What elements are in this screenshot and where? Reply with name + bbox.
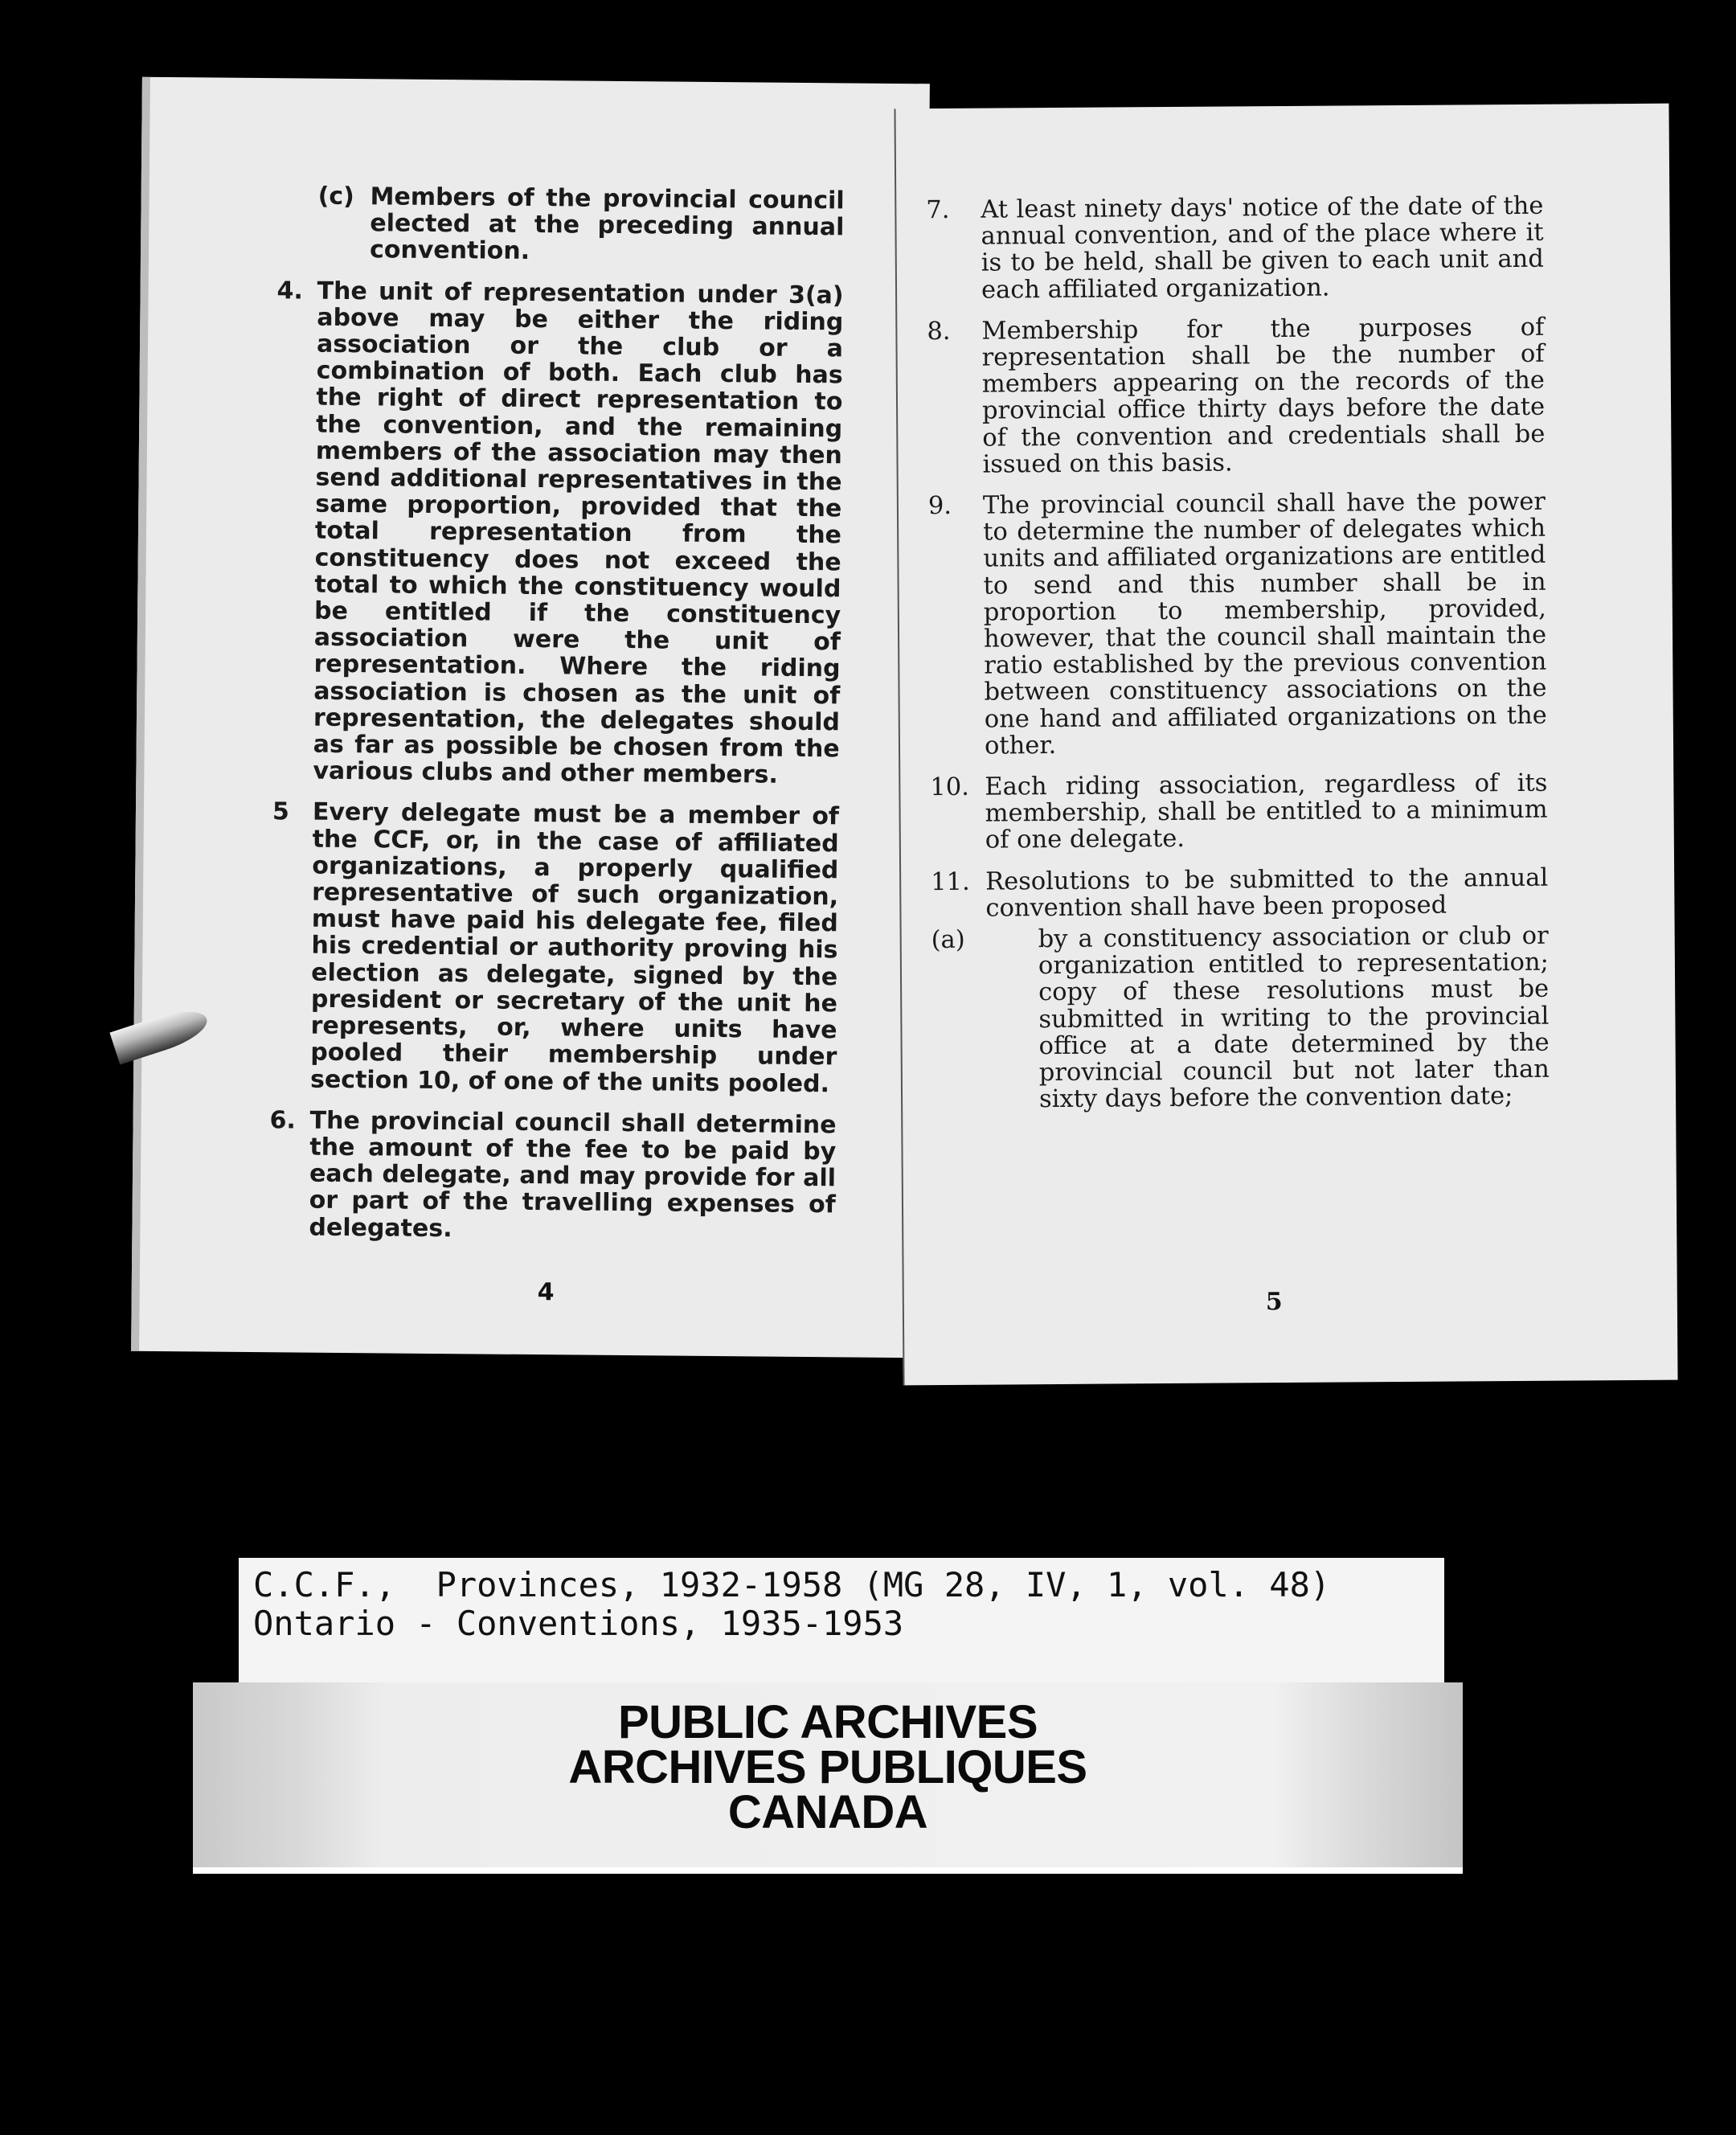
clause-4: [276, 276, 844, 789]
clause-number: 10.: [930, 772, 970, 802]
right-booklet-page: [894, 104, 1677, 1386]
clause-11: [931, 863, 1549, 923]
page-number: 4: [537, 1278, 555, 1307]
clause-11a: [931, 921, 1550, 1114]
stamp-line-3: CANADA: [727, 1786, 928, 1838]
page-number: 5: [1265, 1288, 1283, 1317]
clause-number: 9.: [927, 491, 952, 521]
clause-text: Members of the provincial council elected at the preceding annual convention.: [369, 182, 845, 266]
clause-text: Each riding association, regardless of its membership, shall be entitled to a minimum of one delegate.: [985, 768, 1548, 855]
clause-c: [317, 183, 845, 268]
clause-number: (a): [931, 925, 965, 955]
clause-text: At least ninety days' notice of the date of the annual convention, and of the place where it is to be held, shall be given to each unit and each affiliated organization.: [981, 191, 1544, 305]
clause-7: [926, 191, 1544, 305]
caption-line-2: Ontario - Conventions, 1935-1953: [253, 1604, 904, 1643]
left-booklet-page: [131, 77, 930, 1358]
archive-caption-label: [239, 1558, 1444, 1686]
stamp-line-2: ARCHIVES PUBLIQUES: [568, 1741, 1087, 1793]
clause-text: Membership for the purposes of representation shall be the number of members appearing on the records of the provincial office thirty days before the date of the convention and credentials shall be issued on this basis.: [981, 313, 1546, 479]
clause-text: The provincial council shall have the power to determine the number of delegates which units and affiliated organizations are entitled to send and this number shall be in proportion to membership, provided, however, that the council shall maintain the ratio established by the previous convention between constituency associations on the one hand and affiliated organizations on the other.: [982, 487, 1547, 760]
clause-number: 4.: [276, 276, 304, 305]
clause-6: [269, 1105, 837, 1245]
public-archives-stamp: [193, 1682, 1463, 1874]
clause-number: (c): [317, 182, 355, 211]
clause-text: by a constituency association or club or organization entitled to representation; copy of these resolutions must be submitted in writing to the provincial office at a date determined by the provincial council but not later than sixty days before the convention date;: [1038, 921, 1550, 1114]
clause-text: The provincial council shall determine the amount of the fee to be paid by each delegate, and may provide for all or part of the travelling expenses of delegates.: [309, 1106, 837, 1243]
clause-number: 5: [272, 797, 289, 826]
clause-text: Resolutions to be submitted to the annual convention shall have been proposed: [985, 863, 1549, 923]
right-page-text: [926, 191, 1550, 1114]
clause-8: [927, 313, 1546, 479]
left-page-text: [269, 182, 845, 1260]
stamp-text: [193, 1682, 1463, 1838]
caption-line-1: C.C.F., Provinces, 1932-1958 (MG 28, IV, 1, vol. 48): [253, 1565, 1331, 1604]
clause-text: The unit of representation under 3(a) above may be either the riding association or the club or a combination of both. Each club has the right of direct representation to the convention, and the remaining members of the association may then send additional representatives in the same proportion, provided that the total representation from the constituency does not exceed the total to which the constituency would be entitled if the constituency association were the unit of representation. Where the riding association is chosen as the unit of representation, the delegates should as far as possible be chosen from the various clubs and other members.: [313, 277, 844, 789]
clause-number: 8.: [927, 317, 951, 346]
stamp-line-1: PUBLIC ARCHIVES: [617, 1696, 1038, 1748]
clause-5: [272, 797, 840, 1098]
clause-number: 6.: [269, 1105, 297, 1135]
clause-number: 7.: [926, 195, 950, 225]
clause-10: [930, 768, 1548, 855]
clause-text: Every delegate must be a member of the CCF, or, in the case of affiliated organizations, a properly qualified representative of such organization, must have paid his delegate fee, filed his credential or authority proving his election as delegate, signed by the president or secretary of the unit he represents, or, where units have pooled their membership under section 10, of one of the units pooled.: [309, 798, 840, 1098]
clause-number: 11.: [931, 867, 970, 896]
clause-9: [927, 487, 1547, 760]
